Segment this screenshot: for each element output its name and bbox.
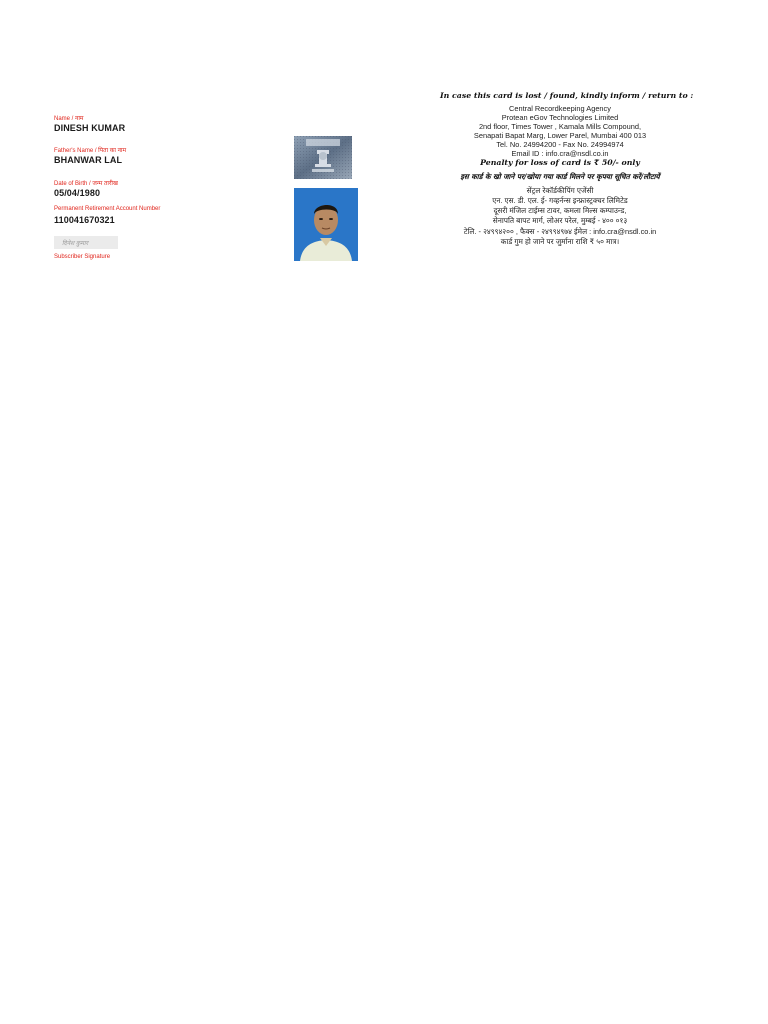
pran-value: 110041670321 [54, 215, 115, 225]
penalty-en: Penalty for loss of card is ₹ 50/- only [480, 158, 640, 167]
subscriber-photo [294, 188, 358, 261]
penalty-hi: कार्ड गुम हो जाने पर जुर्माना राशि ₹ ५० मात्र। [500, 237, 620, 246]
father-name-label: Father's Name / पिता का नाम [54, 148, 127, 154]
address-line-hi: एन. एस. डी. एल. ई- गव्हर्नन्स इन्फ्रास्ट्रक्चर लिमिटेड [492, 196, 628, 205]
address-line: 2nd floor, Times Tower , Kamala Mills Compound, [478, 122, 642, 131]
lost-heading-en: In case this card is lost / found, kindly inform / return to : [440, 91, 694, 100]
address-line-hi: सेनापति बापट मार्ग, लोअर परेल, मुम्बई - ४०० ०१३ [492, 216, 628, 225]
name-label: Name / नाम [54, 116, 84, 122]
address-line-hi: टेलि. - २४९९४२०० , फैक्स - २४९९४९७४ ईमेल : info.cra@nsdl.co.in [463, 227, 657, 236]
address-line: Tel. No. 24994200 - Fax No. 24994974 [496, 140, 624, 149]
address-line-hi: दूसरी मंजिल टाईम्स टावर, कमला मिल्स कम्पाउन्ड, [493, 206, 627, 215]
lost-heading-hi: इस कार्ड के खो जाने पर/खोया गया कार्ड मिलने पर कृपया सूचित करें/लौटायें [460, 172, 660, 181]
address-line: Protean eGov Technologies Limited [501, 113, 619, 122]
address-line-hi: सेंट्रल रेकॉर्डकीपिंग एजेंसी [526, 186, 594, 195]
dob-value: 05/04/1980 [54, 188, 101, 198]
signature-image [54, 236, 118, 249]
dob-label: Date of Birth / जन्म तारीख [54, 181, 118, 187]
address-line: Email ID : info.cra@nsdl.co.in [511, 149, 609, 158]
father-name-value: BHANWAR LAL [54, 155, 123, 165]
emblem-hologram-icon [294, 136, 352, 179]
signature-text: दिनेश कुमार [62, 240, 89, 247]
name-value: DINESH KUMAR [54, 123, 126, 133]
signature-label: Subscriber Signature [54, 254, 111, 260]
card-front [0, 0, 380, 280]
address-line: Senapati Bapat Marg, Lower Parel, Mumbai 400 013 [473, 131, 647, 140]
pran-label: Permanent Retirement Account Number [54, 206, 161, 212]
address-line: Central Recordkeeping Agency [509, 104, 611, 113]
